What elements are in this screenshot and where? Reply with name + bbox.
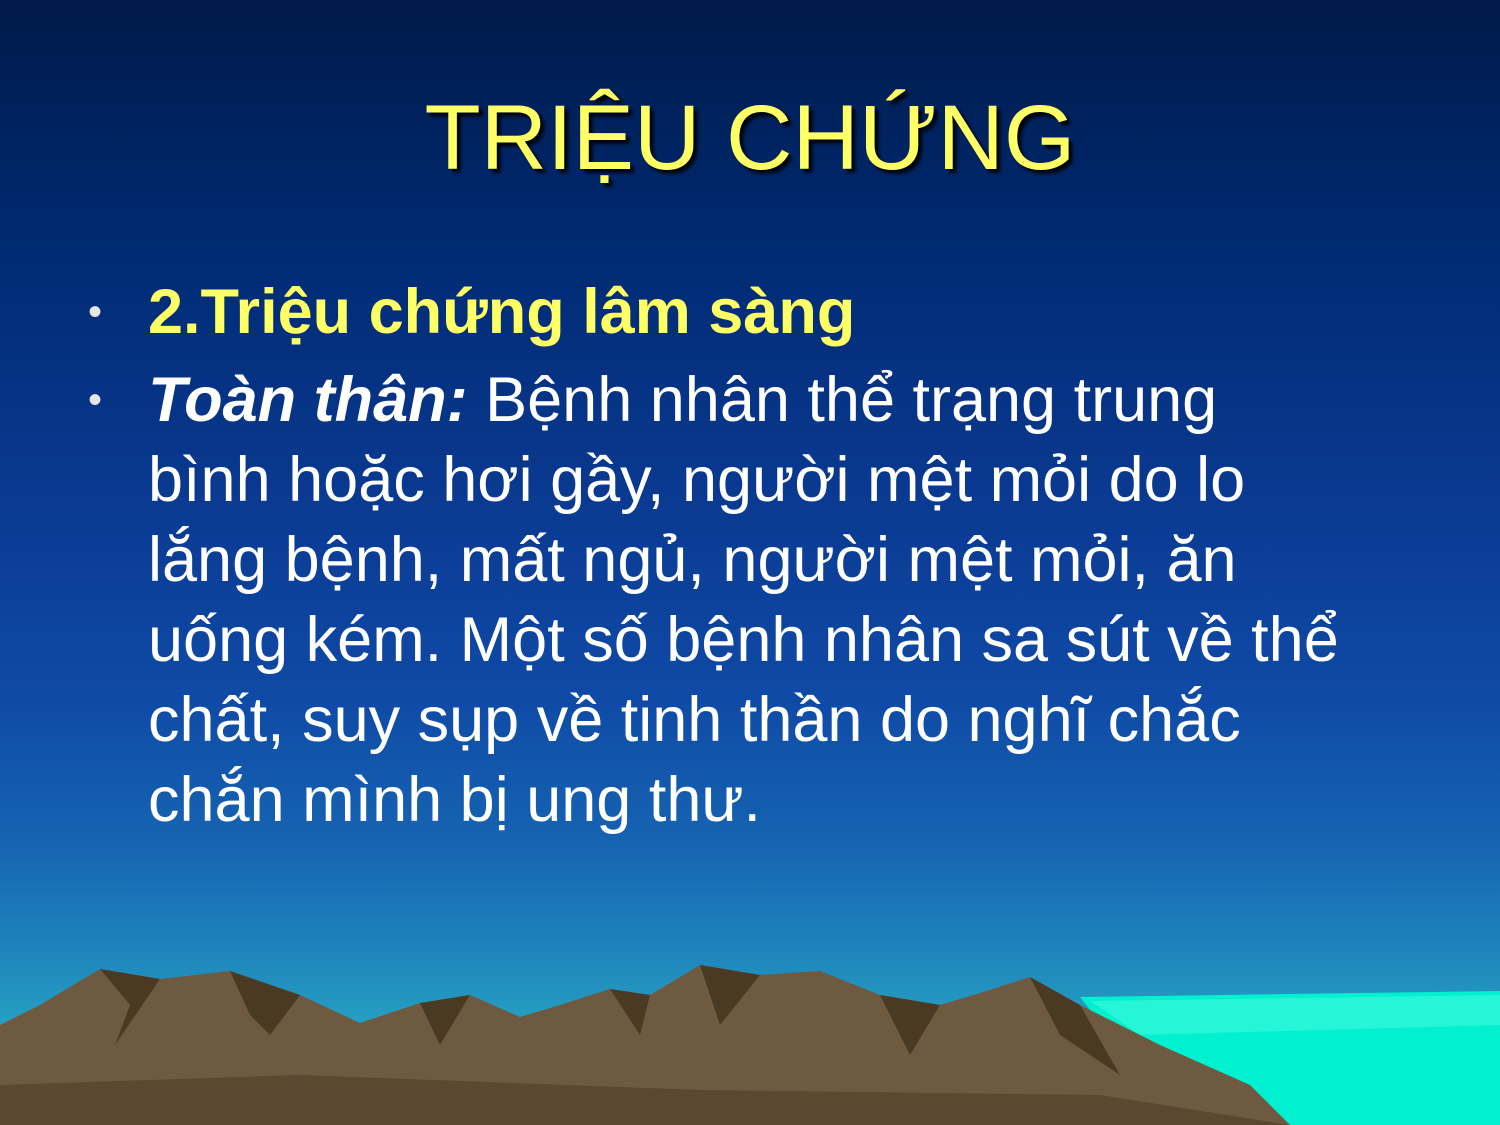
- body-line-3: lắng bệnh, mất ngủ, người mệt mỏi, ăn: [148, 525, 1237, 595]
- body-lead-label: Toàn thân:: [148, 365, 468, 435]
- bullet-list: [88, 272, 1418, 848]
- slide-title: TRIỆU CHỨNG: [424, 87, 1076, 189]
- body-line-1: [148, 360, 1418, 440]
- body-line-4: uống kém. Một số bệnh nhân sa sút về thể: [148, 605, 1339, 675]
- body-line-1-text: Bệnh nhân thể trạng trung: [467, 365, 1218, 435]
- body-line-6: chắn mình bị ung thư.: [148, 765, 762, 835]
- bullet-heading-text: 2.Triệu chứng lâm sàng: [148, 277, 856, 347]
- bullet-item-body: [88, 360, 1418, 840]
- bullet-item-heading: [88, 272, 1418, 352]
- bullet-dot: •: [88, 290, 103, 334]
- bullet-dot: •: [88, 378, 103, 422]
- mountain-landscape: [0, 965, 1500, 1125]
- body-line-2: bình hoặc hơi gầy, người mệt mỏi do lo: [148, 445, 1246, 515]
- body-line-5: chất, suy sụp về tinh thần do nghĩ chắc: [148, 685, 1241, 755]
